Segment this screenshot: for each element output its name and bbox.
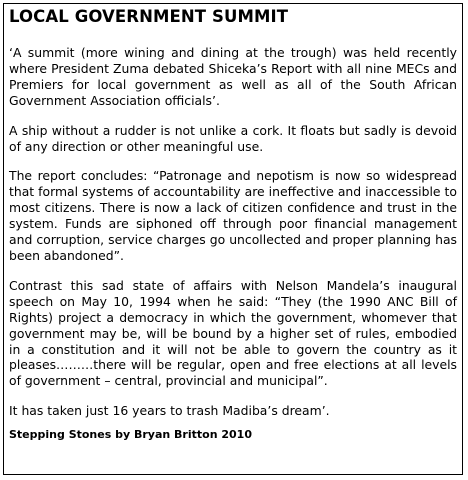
paragraph-summit: ‘A summit (more wining and dining at the trough) was held recently where President Zuma debated Shiceka’s Report with all nine MECs and Premiers for local government as well as all of the South African Government Association officials’. bbox=[9, 45, 457, 108]
paragraph-ship: A ship without a rudder is not unlike a cork. It floats but sadly is devoid of any direction or other meaningful use. bbox=[9, 122, 457, 154]
paragraph-conclusion: It has taken just 16 years to trash Madiba’s dream’. bbox=[9, 403, 330, 419]
article-title: LOCAL GOVERNMENT SUMMIT bbox=[9, 7, 289, 26]
byline: Stepping Stones by Bryan Britton 2010 bbox=[9, 428, 252, 442]
paragraph-mandela: Contrast this sad state of affairs with Nelson Mandela’s inaugural speech on May 10, 1994 when he said: “They (the 1990 ANC Bill of Rights) project a democracy in which the government, whomever that government may be, will be bound by a higher set of rules, embodied in a constitution and it will not be able to govern the country as it pleases………there will be regular, open and free elections at all levels of government – central, provincial and municipal”. bbox=[9, 277, 457, 389]
article-box bbox=[3, 3, 463, 475]
paragraph-report: The report concludes: “Patronage and nepotism is now so widespread that formal systems of accountability are ineffective and inaccessible to most citizens. There is now a lack of citizen confidence and trust in the system. Funds are siphoned off through poor financial management and corruption, service charges go uncollected and proper planning has been abandoned”. bbox=[9, 168, 457, 263]
